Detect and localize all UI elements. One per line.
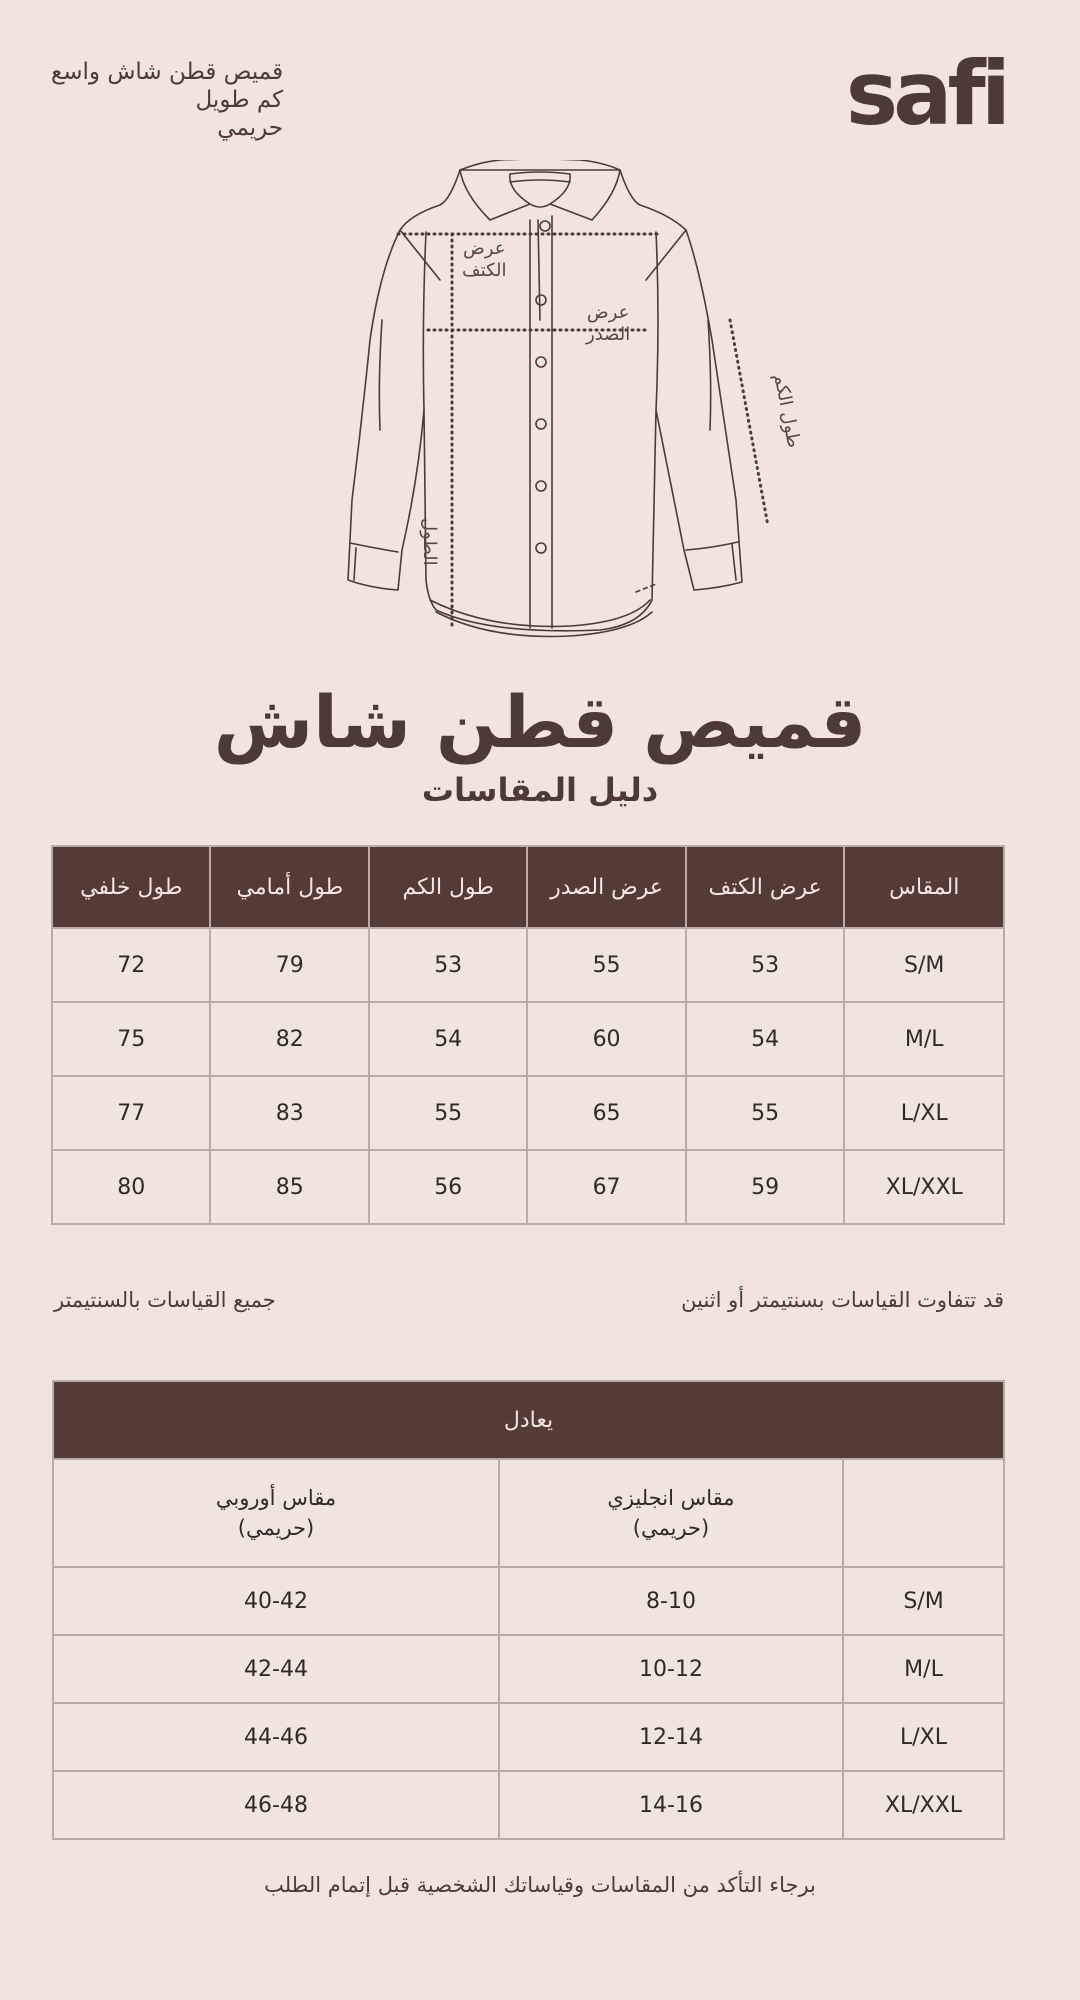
table-cell: 55 <box>369 1076 527 1150</box>
table-row <box>52 928 1004 1002</box>
table-cell: 65 <box>527 1076 686 1150</box>
table-row <box>53 1703 1004 1771</box>
table-cell: 53 <box>686 928 845 1002</box>
table-cell: 55 <box>527 928 686 1002</box>
length-label: الطول <box>419 518 440 566</box>
table-cell: S/M <box>843 1567 1004 1635</box>
chest-width-label: عرض الصدر <box>586 302 631 345</box>
table-cell: 54 <box>369 1002 527 1076</box>
product-description <box>51 58 283 142</box>
table-row <box>53 1635 1004 1703</box>
variance-note: قد تتفاوت القياسات بسنتيمتر أو اثنين <box>681 1288 1004 1312</box>
header-front-length: طول أمامي <box>210 846 369 928</box>
table-cell: 55 <box>686 1076 845 1150</box>
table-cell: 80 <box>52 1150 210 1224</box>
empty-header-cell <box>843 1459 1004 1567</box>
header-uk-size: مقاس انجليزي (حريمي) <box>499 1459 843 1567</box>
table-cell: 44-46 <box>53 1703 499 1771</box>
sleeve-length-label: طول الكم <box>769 372 805 450</box>
header-sleeve: طول الكم <box>369 846 527 928</box>
table-cell: 53 <box>369 928 527 1002</box>
header-shoulder: عرض الكتف <box>686 846 845 928</box>
table-cell: L/XL <box>843 1703 1004 1771</box>
table-cell: XL/XXL <box>843 1771 1004 1839</box>
table-row <box>52 1150 1004 1224</box>
table-cell: M/L <box>843 1635 1004 1703</box>
table-cell: 83 <box>210 1076 369 1150</box>
table-cell: 54 <box>686 1002 845 1076</box>
page-title: قميص قطن شاش <box>213 680 867 764</box>
product-sleeve: كم طويل <box>195 87 284 113</box>
table-cell: 75 <box>52 1002 210 1076</box>
table-cell: 67 <box>527 1150 686 1224</box>
table-cell: 77 <box>52 1076 210 1150</box>
units-note: جميع القياسات بالسنتيمتر <box>54 1288 276 1312</box>
header-back-length: طول خلفي <box>52 846 210 928</box>
header-eu-size: مقاس أوروبي (حريمي) <box>53 1459 499 1567</box>
table-row <box>53 1567 1004 1635</box>
table-cell: 85 <box>210 1150 369 1224</box>
table-cell: 59 <box>686 1150 845 1224</box>
table-cell: 8-10 <box>499 1567 843 1635</box>
size-table-header <box>52 846 1004 928</box>
table-cell: 56 <box>369 1150 527 1224</box>
page-subtitle: دليل المقاسات <box>421 771 659 809</box>
table-row <box>53 1771 1004 1839</box>
table-cell: XL/XXL <box>844 1150 1004 1224</box>
table-cell: 10-12 <box>499 1635 843 1703</box>
table-cell: 12-14 <box>499 1703 843 1771</box>
equivalence-title: يعادل <box>53 1381 1004 1459</box>
table-cell: L/XL <box>844 1076 1004 1150</box>
equivalence-table <box>52 1380 1005 1840</box>
equivalence-header <box>53 1459 1004 1567</box>
header-chest: عرض الصدر <box>527 846 686 928</box>
table-cell: M/L <box>844 1002 1004 1076</box>
table-row <box>52 1076 1004 1150</box>
table-cell: 72 <box>52 928 210 1002</box>
table-cell: 40-42 <box>53 1567 499 1635</box>
table-row <box>52 1002 1004 1076</box>
product-name: قميص قطن شاش واسع <box>51 59 284 85</box>
table-cell: 46-48 <box>53 1771 499 1839</box>
table-cell: 82 <box>210 1002 369 1076</box>
size-table <box>51 845 1005 1225</box>
brand-logo: safi <box>845 42 1006 145</box>
table-cell: 14-16 <box>499 1771 843 1839</box>
table-cell: 79 <box>210 928 369 1002</box>
table-cell: 60 <box>527 1002 686 1076</box>
footer-note: برجاء التأكد من المقاسات وقياساتك الشخصية قبل إتمام الطلب <box>264 1873 816 1897</box>
shirt-illustration <box>340 160 780 670</box>
table-cell: S/M <box>844 928 1004 1002</box>
shoulder-width-label: عرض الكتف <box>462 238 507 281</box>
product-gender: حريمي <box>217 115 284 141</box>
table-cell: 42-44 <box>53 1635 499 1703</box>
header-size: المقاس <box>844 846 1004 928</box>
